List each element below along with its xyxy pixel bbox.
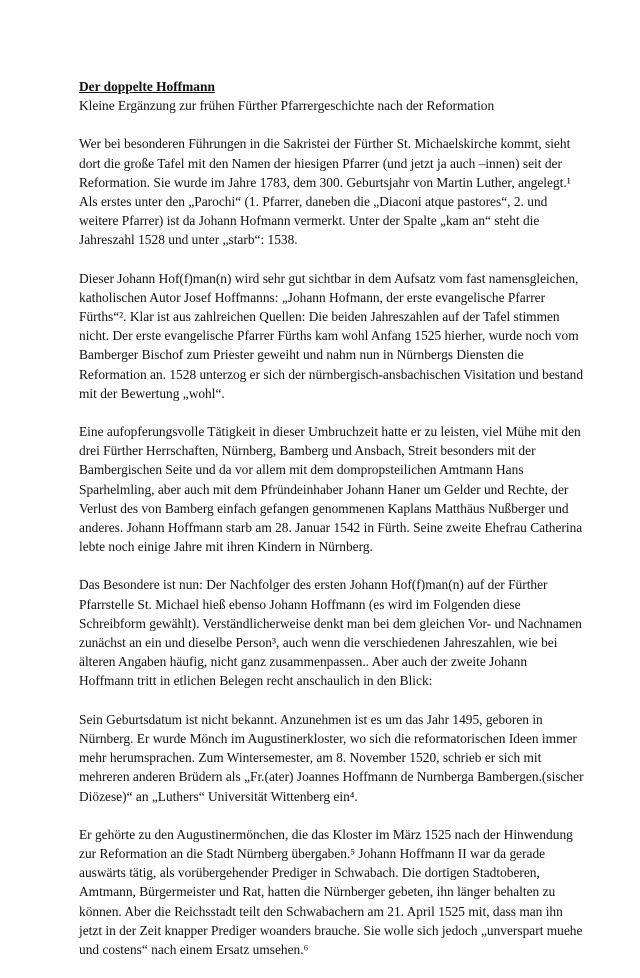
- text-line: Sparhelmling, aber auch mit dem Pfründeinhaber Johann Haner um Gelder und Rechte, der: [79, 481, 569, 497]
- text-line: Er gehörte zu den Augustinermönchen, die das Kloster im März 1525 nach der Hinwendung: [79, 826, 573, 842]
- text-line: katholischen Autor Josef Hoffmanns: „Johann Hofmann, der erste evangelische Pfarrer: [79, 289, 546, 305]
- document-subtitle: Kleine Ergänzung zur frühen Fürther Pfarrergeschichte nach der Reformation: [79, 98, 495, 114]
- text-line: Amtmann, Bürgermeister und Rat, hatten die Nürnberger gebeten, ihn länger behalten zu: [79, 884, 556, 900]
- text-line: Diözese)“ an „Luthers“ Universität Wittenberg ein⁴.: [79, 788, 358, 804]
- text-line: mehr herumsprachen. Zum Wintersemester, am 8. November 1520, schrieb er sich mit: [79, 750, 542, 766]
- text-line: Nürnberg. Er wurde Mönch im Augustinerkloster, wo sich die reformatorischen Ideen immer: [79, 730, 577, 746]
- text-line: Eine aufopferungsvolle Tätigkeit in dieser Umbruchzeit hatte er zu leisten, viel Mühe mit den: [79, 424, 581, 440]
- text-line: auswärts tätig, als vorübergehender Prediger in Schwabach. Die dortigen Stadtoberen,: [79, 865, 540, 881]
- text-line: nicht. Der erste evangelische Pfarrer Fürths kam wohl Anfang 1525 hierher, wurde noch vom: [79, 328, 579, 344]
- text-line: Reformation an. 1528 unterzog er sich der nürnbergisch-ansbachischen Visitation und bestand: [79, 366, 584, 382]
- paragraph: [79, 134, 579, 249]
- text-line: Als erstes unter den „Parochi“ (1. Pfarrer, daneben die „Diaconi atque pastores“, 2. und: [79, 194, 548, 210]
- document-page: [79, 77, 584, 978]
- paragraph: [79, 710, 584, 806]
- paragraph: [79, 422, 583, 556]
- document-body: [79, 134, 584, 959]
- text-line: Pfarrstelle St. Michael hieß ebenso Johann Hoffmann (es wird im Folgenden diese: [79, 596, 521, 612]
- text-line: anderes. Johann Hoffmann starb am 28. Januar 1542 in Fürth. Seine zweite Ehefrau Catherina: [79, 520, 583, 536]
- text-line: mehreren anderen Brüdern als „Fr.(ater) Joannes Hoffmann de Nurnberga Bambergen.(sischer: [79, 769, 584, 785]
- text-line: jetzt in der Zeit knapper Prediger woanders brauche. Sie wolle sich jedoch „unverspart muehe: [79, 922, 583, 938]
- text-line: zunächst an ein und dieselbe Person³, auch wenn die verschiedenen Jahreszahlen, wie bei: [79, 635, 558, 651]
- text-line: drei Fürther Herrschaften, Nürnberg, Bamberg und Ansbach, Streit besonders mit der: [79, 443, 536, 459]
- text-line: zur Reformation an die Stadt Nürnberg übergaben.⁵ Johann Hoffmann II war da gerade: [79, 845, 546, 861]
- text-line: Hoffmann tritt in etlichen Belegen recht anschaulich in den Blick:: [79, 673, 433, 689]
- paragraph: [79, 825, 583, 959]
- text-line: Reformation. Sie wurde im Jahre 1783, dem 300. Geburtsjahr von Martin Luther, angelegt.¹: [79, 174, 571, 190]
- text-line: Jahreszahl 1528 und unter „starb“: 1538.: [79, 232, 298, 248]
- text-line: älteren Angaben häufig, nicht ganz zusammenpassen.. Aber auch der zweite Johann: [79, 654, 528, 670]
- text-line: weitere Pfarrer) ist da Johann Hofmann vermerkt. Unter der Spalte „kam an“ steht die: [79, 213, 540, 229]
- text-line: Dieser Johann Hof(f)man(n) wird sehr gut sichtbar in dem Aufsatz vom fast namensgleichen,: [79, 270, 579, 286]
- text-line: Wer bei besonderen Führungen in die Sakristei der Fürther St. Michaelskirche kommt, sieht: [79, 136, 571, 152]
- text-line: lebte noch einige Jahre mit ihren Kindern in Nürnberg.: [79, 539, 373, 555]
- text-line: und costens“ nach einem Ersatz umsehen.⁶: [79, 941, 309, 957]
- text-line: können. Aber die Reichsstadt teilt den Schwabachern am 21. April 1525 mit, dass man ihn: [79, 903, 563, 919]
- text-line: dort die große Tafel mit den Namen der hiesigen Pfarrer (und jetzt ja auch –innen) seit der: [79, 155, 562, 171]
- text-line: Schreibform gewählt). Verständlicherweise denkt man bei dem gleichen Vor- und Nachnamen: [79, 615, 582, 631]
- text-line: mit der Bewertung „wohl“.: [79, 385, 225, 401]
- paragraph: [79, 575, 582, 690]
- text-line: Fürths“². Klar ist aus zahlreichen Quellen: Die beiden Jahreszahlen auf der Tafel stimmen: [79, 309, 560, 325]
- text-line: Bambergischen Seite und da vor allem mit dem dompropsteilichen Amtmann Hans: [79, 462, 524, 478]
- text-line: Das Besondere ist nun: Der Nachfolger des ersten Johann Hof(f)man(n) auf der Fürther: [79, 577, 548, 593]
- text-line: Bamberger Bischof zum Priester geweiht und nahm nun in Nürnbergs Diensten die: [79, 347, 524, 363]
- document-title: Der doppelte Hoffmann: [79, 79, 215, 94]
- text-line: Sein Geburtsdatum ist nicht bekannt. Anzunehmen ist es um das Jahr 1495, geboren in: [79, 711, 543, 727]
- text-line: Verlust des von Bamberg einfach gefangen genommenen Kaplans Matthäus Nußberger und: [79, 500, 569, 516]
- paragraph: [79, 269, 584, 403]
